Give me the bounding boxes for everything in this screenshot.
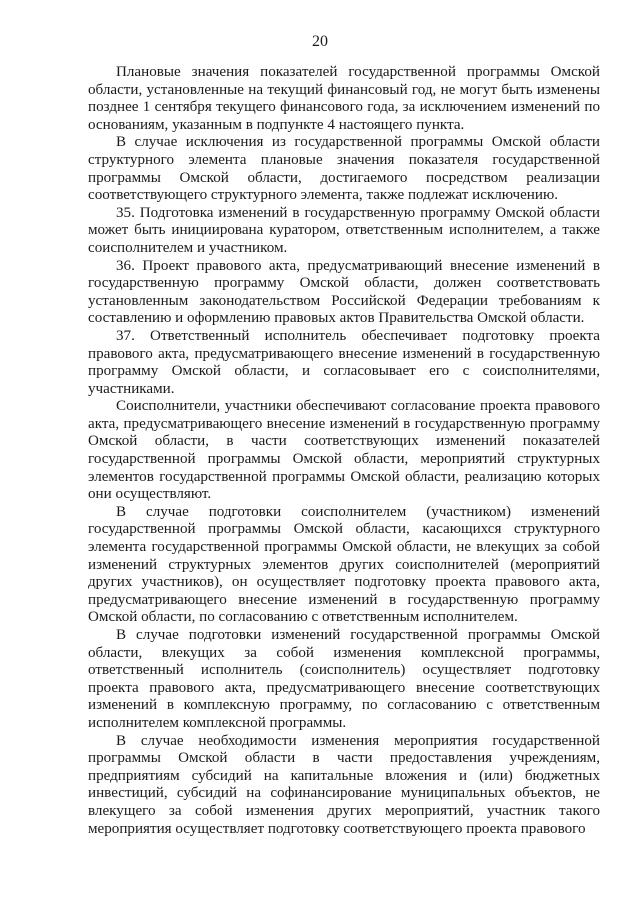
paragraph-item-37: 37. Ответственный исполнитель обеспечивает подготовку проекта правового акта, предусматривающего внесение изменений в государственную программу Омской области, и согласовывает его с соисполнителями, участниками. bbox=[88, 327, 600, 397]
document-body bbox=[88, 64, 600, 838]
paragraph-co-executor-changes: В случае подготовки соисполнителем (участником) изменений государственной программы Омской области, касающихся структурного элемента государственной программы Омской области, не влекущих за собой изменений структурных элементов других соисполнителей (мероприятий других участников), он осуществляет подготовку проекта правового акта, предусматривающего внесение изменений в государственную программу Омской области, по согласованию с ответственным исполнителем. bbox=[88, 503, 600, 626]
page-number: 20 bbox=[312, 33, 328, 50]
paragraph-subsidies: В случае необходимости изменения мероприятия государственной программы Омской области в части предоставления учреждениям, предприятиям субсидий на капитальные вложения и (или) бюджетных инвестиций, субсидий на софинансирование муниципальных объектов, не влекущего за собой изменения других мероприятий, участник такого мероприятия осуществляет подготовку соответствующего проекта правового bbox=[88, 732, 600, 837]
paragraph-item-36: 36. Проект правового акта, предусматривающий внесение изменений в государственную программу Омской области, должен соответствовать установленным законодательством Российской Федерации требованиям к составлению и оформлению правовых актов Правительства Омской области. bbox=[88, 257, 600, 327]
paragraph-planned-values: Плановые значения показателей государственной программы Омской области, установленные на текущий финансовый год, не могут быть изменены позднее 1 сентября текущего финансового года, за исключением изменений по основаниям, указанным в подпункте 4 настоящего пункта. bbox=[88, 64, 600, 133]
paragraph-complex-program: В случае подготовки изменений государственной программы Омской области, влекущих за собой изменения комплексной программы, ответственный исполнитель (соисполнитель) осуществляет подготовку проекта правового акта, предусматривающего внесение соответствующих изменений в комплексную программу, по согласованию с ответственным исполнителем комплексной программы. bbox=[88, 627, 600, 731]
paragraph-co-executors: Соисполнители, участники обеспечивают согласование проекта правового акта, предусматривающего внесение изменений в государственную программу Омской области, в части соответствующих изменений показателей государственной программы Омской области, мероприятий структурных элементов государственной программы Омской области, реализацию которых они осуществляют. bbox=[88, 398, 600, 503]
paragraph-item-35: 35. Подготовка изменений в государственную программу Омской области может быть инициирована куратором, ответственным исполнителем, а также соисполнителем и участником. bbox=[88, 204, 600, 256]
paragraph-structural-element-exclusion: В случае исключения из государственной программы Омской области структурного элемента плановые значения показателя государственной программы Омской области, достигаемого посредством реализации соответствующего структурного элемента, также подлежат исключению. bbox=[88, 134, 600, 204]
